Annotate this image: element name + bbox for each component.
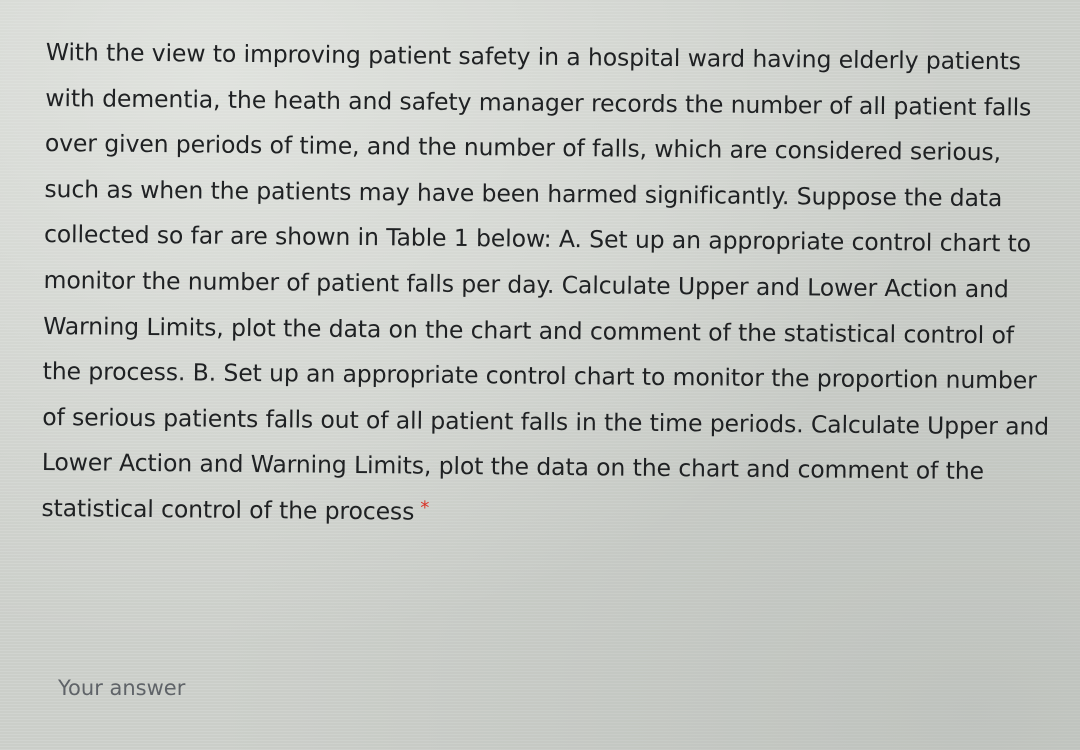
required-marker: * <box>420 497 430 519</box>
answer-input[interactable]: Your answer <box>58 676 186 700</box>
question-text <box>41 30 1061 541</box>
question-body: With the view to improving patient safety in a hospital ward having elderly patients with dementia, the heath and safety manager records the number of all patient falls over given periods of time, and the number of falls, which are considered serious, such as when the patients may have been harmed significantly. Suppose the data collected so far are shown in Table 1 below: A. Set up an appropriate control chart to monitor the number of patient falls per day. Calculate Upper and Lower Action and Warning Limits, plot the data on the chart and comment of the statistical control of the process. B. Set up an appropriate control chart to monitor the proportion number of serious patients falls out of all patient falls in the time periods. Calculate Upper and Lower Action and Warning Limits, plot the data on the chart and comment of the statistical control of the process <box>41 37 1050 526</box>
